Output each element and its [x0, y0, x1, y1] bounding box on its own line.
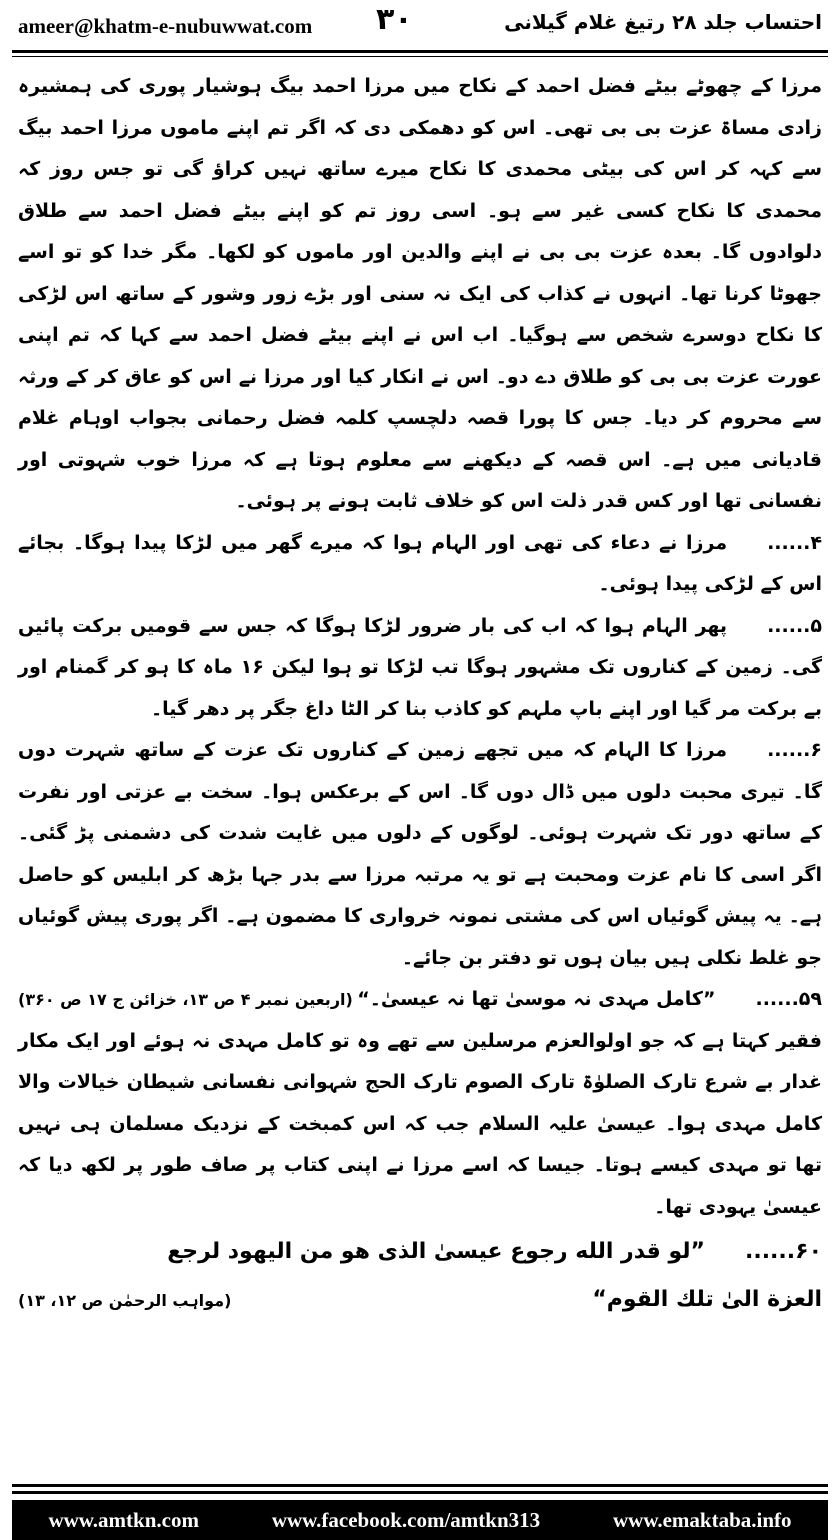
arabic-quote-line-2: العزة الىٰ تلك القوم“: [592, 1287, 822, 1312]
paragraph-fazl-ahmad: مرزا کے چھوٹے بیٹے فضل احمد کے نکاح میں مرزا احمد بیگ ہوشیار پوری کی ہمشیرہ زادی مساۃ عزت بی بی تھی۔ اس کو دھمکی دی کہ اگر تم اپنے ماموں مرزا احمد بیگ سے کہہ کر اس کی بیٹی محمدی کا نکاح میرے ساتھ نہیں کراؤ گی تو جس روز کہ محمدی کا نکاح کسی غیر سے ہو۔ اسی روز تم کو اپنے بیٹے فضل احمد سے طلاق دلوادوں گا۔ بعدہ عزت بی بی نے اپنے والدین اور ماموں کو لکھا۔ مگر خدا کو تو اسے جھوٹا کرنا تھا۔ انہوں نے کذاب کی ایک نہ سنی اور بڑے زور وشور کے ساتھ اس لڑکی کا نکاح دوسرے شخص سے ہوگیا۔ اب اس نے اپنے بیٹے فضل احمد سے کہا کہ تم اپنی عورت عزت بی بی کو طلاق دے دو۔ اس نے انکار کیا اور مرزا نے اس کو عاق کر کے ورثہ سے محروم کر دیا۔ جس کا پورا قصہ دلچسپ کلمہ فضل رحمانی بجواب اوہام غلام قادیانی میں ہے۔ اس قصہ کے دیکھنے سے معلوم ہوتا ہے کہ مرزا خوب شہوتی اور نفسانی تھا اور کس قدر ذلت اس کو خلاف ثابت ہونے پر ہوئی۔: [18, 75, 822, 512]
footer-link-emaktaba[interactable]: www.emaktaba.info: [613, 1507, 792, 1532]
footer-bar: [12, 1500, 828, 1540]
item-number: ۶۰......: [744, 1239, 822, 1264]
item-59: [18, 979, 822, 1021]
arabic-quote-line-1: ”لو قدر الله رجوع عیسىٰ الذی هو من الیهود لرجع: [167, 1239, 705, 1264]
header-rule: [12, 50, 828, 53]
item-text: مرزا نے دعاء کی تھی اور الہام ہوا کہ میرے گھر میں لڑکا پیدا ہوگا۔ بجائے اس کے لڑکی پیدا ہوئی۔: [18, 531, 822, 595]
header-email[interactable]: ameer@khatm-e-nubuwwat.com: [18, 14, 313, 38]
book-title: احتساب جلد ۲۸ رتیغ غلام گیلانی: [504, 10, 822, 34]
page-body: [18, 66, 822, 1325]
footer-link-facebook[interactable]: www.facebook.com/amtkn313: [271, 1507, 541, 1532]
item-text: پھر الہام ہوا کہ اب کی بار ضرور لڑکا ہوگا کہ جس سے قومیں برکت پائیں گی۔ زمین کے کناروں تک مشہور ہوگا تب لڑکا تو ہوا لیکن ۱۶ ماہ کا ہو کر گمنام اور بے برکت مر گیا اور اپنے باپ ملہم کو کاذب بنا کر الٹا داغ جگر پر دھر گیا۔: [18, 614, 822, 720]
paragraph-faqir: فقیر کہتا ہے کہ جو اولوالعزم مرسلین سے تھے وہ تو کامل مہدی نہ ہوئے اور ایک مکار غدار بے شرع تارک الصلوٰۃ تارک الصوم تارک الحج شہوانی نفسانی شیطان خیالات والا کامل مہدی ہوا۔ عیسیٰ علیہ السلام جب کہ اس کمبخت کے نزدیک مسلمان ہی نہیں تھا تو مہدی کیسے ہوتا۔ جیسا کہ اسے مرزا نے اپنی کتاب پر صاف طور پر لکھ دیا کہ عیسیٰ یہودی تھا۔: [18, 1029, 822, 1218]
item-5: [18, 606, 822, 731]
footer-rule: [12, 1484, 828, 1487]
item-6: [18, 730, 822, 979]
item-4: [18, 523, 822, 606]
page-number: ۳۰: [376, 2, 413, 37]
header-rule-thin: [12, 56, 828, 57]
item-number: ۵......: [767, 614, 822, 637]
footer-rule-second: [12, 1491, 828, 1494]
item-number: ۶......: [767, 739, 822, 761]
item-60: [18, 1228, 822, 1276]
footer-link-amtkn[interactable]: www.amtkn.com: [48, 1507, 199, 1532]
reference: (مواہب الرحمٰن ص ۱۲، ۱۳): [18, 1291, 232, 1310]
item-number: ۵۹......: [755, 988, 822, 1010]
item-text: مرزا کا الہام کہ میں تجھے زمین کے کناروں تک عزت کے ساتھ شہرت دوں گا۔ تیری محبت دلوں میں ڈال دوں گا۔ اس کے برعکس ہوا۔ سخت بے عزتی اور نفرت کے ساتھ دور تک شہرت ہوئی۔ لوگوں کے دلوں میں غایت شدت کی دشمنی پڑ گئی۔ اگر اسی کا نام عزت ومحبت ہے تو یہ مرتبہ مرزا سے بدر جہا بڑھ کر ابلیس کو حاصل ہے۔ یہ پیش گوئیاں اس کی مشتی نمونہ خرواری کا مضمون ہے۔ اگر پوری پیش گوئیاں جو غلط نکلی ہیں بیان ہوں تو دفتر بن جائے۔: [18, 739, 822, 969]
item-number: ۴......: [767, 531, 822, 554]
quote-text: ”کامل مہدی نہ موسیٰ تھا نہ عیسیٰ۔“: [357, 988, 716, 1010]
reference: (اربعین نمبر ۴ ص ۱۳، خزائن ج ۱۷ ص ۳۶۰): [18, 990, 353, 1009]
item-60-continued: [18, 1276, 822, 1325]
